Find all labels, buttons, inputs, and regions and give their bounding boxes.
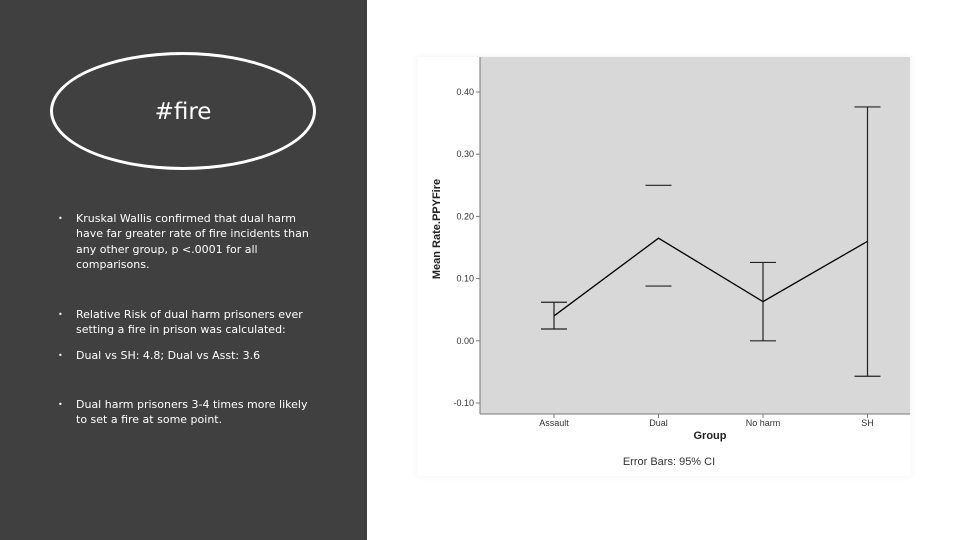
bullet-item: [58, 348, 320, 363]
bullet-text: Relative Risk of dual harm prisoners ever setting a fire in prison was calculated:: [76, 308, 303, 337]
y-tick-label: 0.20: [456, 211, 474, 222]
x-axis-title: Group: [693, 430, 727, 442]
x-tick-label: SH: [861, 418, 874, 428]
bullet-item: [58, 397, 320, 428]
y-tick-label: 0.40: [456, 87, 474, 97]
bullet-text: Dual vs SH: 4.8; Dual vs Asst: 3.6: [76, 349, 261, 362]
title-oval: [50, 52, 316, 170]
plot-area: [480, 57, 910, 414]
chart-card: [418, 57, 910, 476]
bullet-icon: •: [58, 351, 63, 360]
y-tick-label: 0.10: [456, 273, 474, 284]
bullet-item: [58, 211, 320, 272]
y-tick-label: -0.10: [453, 398, 474, 408]
slide-title: #fire: [154, 99, 212, 125]
bullet-icon: •: [58, 400, 63, 409]
bullet-icon: •: [58, 214, 63, 223]
x-tick-label: Assault: [539, 418, 569, 428]
bullet-icon: •: [58, 310, 63, 319]
bullet-text: Dual harm prisoners 3-4 times more likely to set a fire at some point.: [76, 398, 308, 427]
error-bar-chart: [418, 57, 910, 476]
error-bars-note: Error Bars: 95% CI: [622, 456, 716, 468]
x-axis-ticks: [539, 414, 874, 428]
y-tick-label: 0.30: [456, 149, 474, 160]
bullet-item: [58, 307, 320, 338]
y-tick-label: 0.00: [456, 335, 474, 346]
slide-left-panel: [0, 0, 367, 540]
x-tick-label: No harm: [745, 418, 781, 428]
x-tick-label: Dual: [649, 418, 668, 428]
y-axis-title: Mean Rate.PPYFire: [431, 178, 443, 280]
bullet-text: Kruskal Wallis confirmed that dual harm have far greater rate of fire incidents than any other group, p <.0001 for all comparisons.: [76, 212, 309, 271]
y-axis-ticks: [453, 87, 480, 408]
